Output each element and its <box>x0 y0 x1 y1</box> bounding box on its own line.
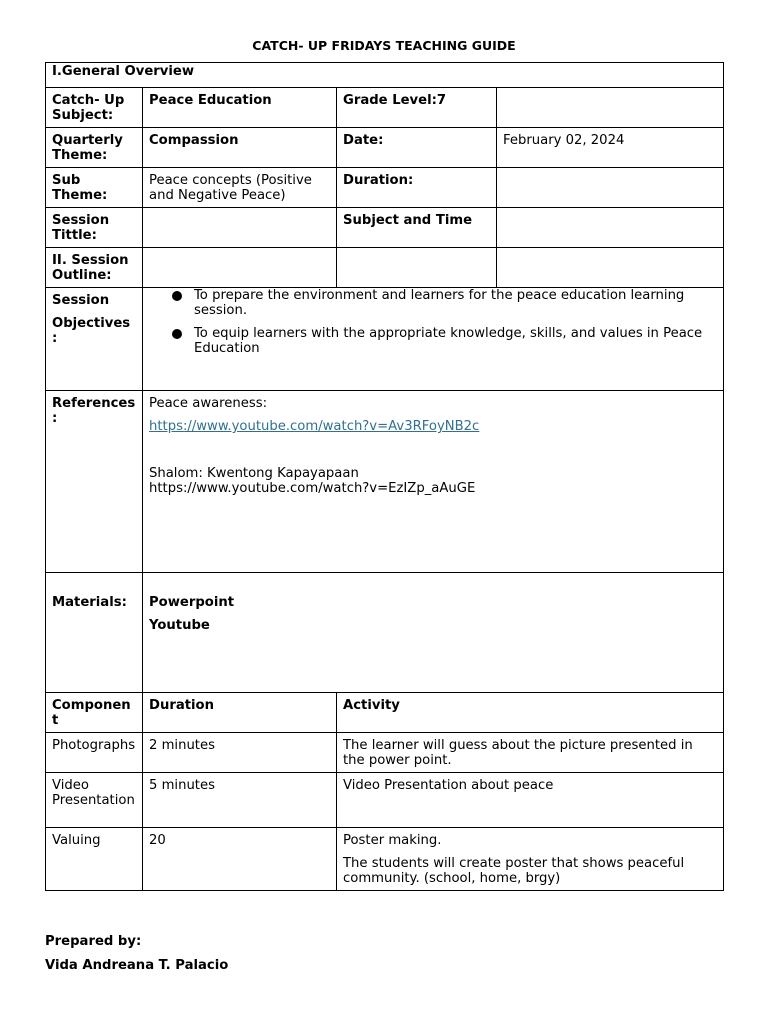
prepared-by-label: Prepared by: <box>45 934 142 949</box>
theme-row <box>46 128 724 168</box>
teaching-guide-table <box>45 62 724 891</box>
activity-text: The students will create poster that shows peaceful community. (school, home, brgy) <box>343 856 685 886</box>
materials-label: Materials: <box>46 573 143 693</box>
duration-label: Duration: <box>337 168 497 208</box>
materials-row <box>46 573 724 693</box>
activity-cell: Video Presentation about peace <box>337 773 724 828</box>
material-item: Youtube <box>149 618 210 633</box>
quarterly-theme-label: Quarterly Theme: <box>46 128 143 168</box>
duration-value <box>497 168 724 208</box>
subject-time-value <box>497 208 724 248</box>
subject-label: Catch- Up Subject: <box>46 88 143 128</box>
references-label: References: <box>46 391 143 573</box>
table-row <box>46 828 724 891</box>
component-cell: Video Presentation <box>46 773 143 828</box>
session-title-value <box>143 208 337 248</box>
reference-link-1[interactable]: https://www.youtube.com/watch?v=Av3RFoyNB2c <box>149 419 480 434</box>
grade-level-label: Grade Level:7 <box>337 88 497 128</box>
duration-cell: 20 <box>143 828 337 891</box>
sub-theme-label: Sub Theme: <box>46 168 143 208</box>
session-outline-cell-2 <box>337 248 497 288</box>
preparer-name: Vida Andreana T. Palacio <box>45 958 229 973</box>
activity-header-row <box>46 693 724 733</box>
activity-cell: The learner will guess about the picture presented in the power point. <box>337 733 724 773</box>
subject-time-label: Subject and Time <box>337 208 497 248</box>
table-row <box>46 773 724 828</box>
reference-link-2: https://www.youtube.com/watch?v=EzIZp_aAuGE <box>149 481 476 496</box>
objectives-label <box>46 288 143 391</box>
references-row <box>46 391 724 573</box>
session-title-label: Session Tittle: <box>46 208 143 248</box>
grade-level-value <box>497 88 724 128</box>
objective-item <box>149 326 717 356</box>
table-row <box>46 733 724 773</box>
objective-text: To equip learners with the appropriate knowledge, skills, and values in Peace Education <box>194 326 703 356</box>
objective-text: To prepare the environment and learners for the peace education learning session. <box>194 288 685 318</box>
objectives-label-line2: Objectives : <box>52 316 131 346</box>
reference-intro: Peace awareness: <box>149 396 268 411</box>
bullet-icon <box>172 329 182 339</box>
date-value: February 02, 2024 <box>497 128 724 168</box>
document-title: CATCH- UP FRIDAYS TEACHING GUIDE <box>252 38 516 53</box>
component-cell: Valuing <box>46 828 143 891</box>
component-cell: Photographs <box>46 733 143 773</box>
duration-cell: 2 minutes <box>143 733 337 773</box>
component-header: Component <box>46 693 143 733</box>
general-overview-heading: I.General Overview <box>46 63 724 88</box>
sub-theme-value: Peace concepts (Positive and Negative Peace) <box>143 168 337 208</box>
activity-header: Activity <box>337 693 724 733</box>
objectives-list <box>149 288 717 356</box>
reference-shalom: Shalom: Kwentong Kapayapaan <box>149 466 359 481</box>
references-cell <box>143 391 724 573</box>
session-outline-label: II. Session Outline: <box>46 248 143 288</box>
activity-text: Poster making. <box>343 833 442 848</box>
session-outline-row <box>46 248 724 288</box>
general-overview-row <box>46 63 724 88</box>
duration-header: Duration <box>143 693 337 733</box>
subtheme-row <box>46 168 724 208</box>
objectives-row <box>46 288 724 391</box>
date-label: Date: <box>337 128 497 168</box>
subject-value: Peace Education <box>143 88 337 128</box>
bullet-icon <box>172 291 182 301</box>
quarterly-theme-value: Compassion <box>143 128 337 168</box>
materials-cell <box>143 573 724 693</box>
objectives-cell <box>143 288 724 391</box>
session-outline-cell-3 <box>497 248 724 288</box>
duration-cell: 5 minutes <box>143 773 337 828</box>
material-item: Powerpoint <box>149 595 235 610</box>
objectives-label-line1: Session <box>52 293 110 308</box>
session-title-row <box>46 208 724 248</box>
objective-item <box>149 288 717 318</box>
session-outline-cell-1 <box>143 248 337 288</box>
activity-cell <box>337 828 724 891</box>
subject-row <box>46 88 724 128</box>
